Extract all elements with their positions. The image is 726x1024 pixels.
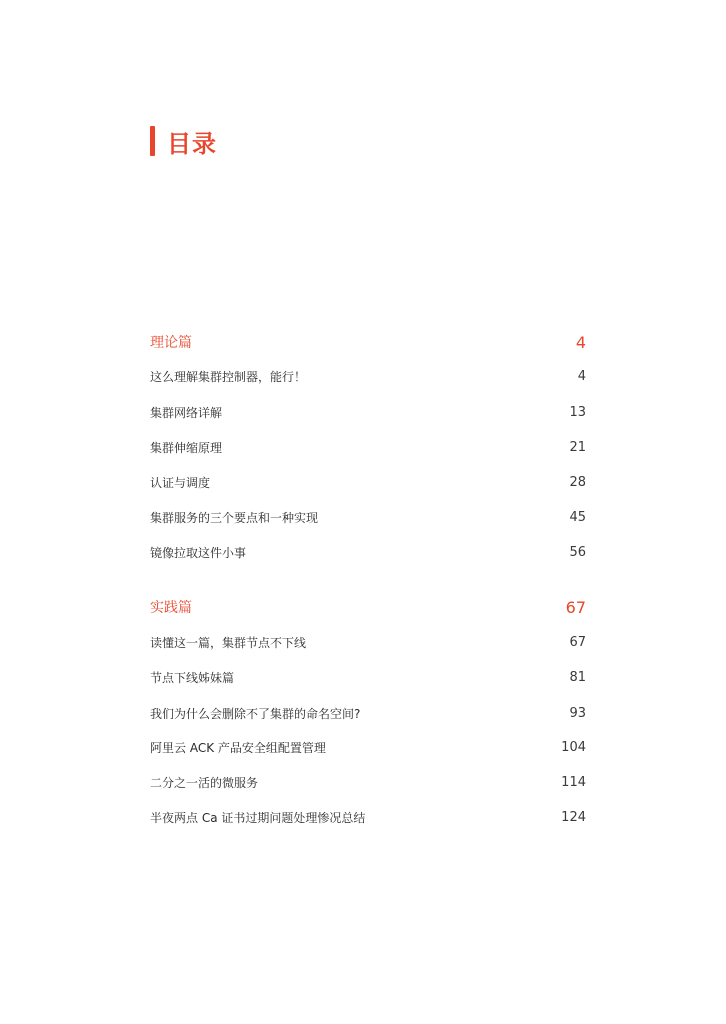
toc-entry[interactable] [150,769,586,795]
entry-page-number: 114 [561,774,586,790]
entry-title: 读懂这一篇，集群节点不下线 [150,635,307,650]
toc-entry[interactable] [150,539,586,565]
entry-title: 认证与调度 [150,475,211,490]
entry-title: 集群网络详解 [150,405,223,420]
entry-page-number: 93 [569,705,586,721]
toc-section-theory[interactable] [150,329,586,355]
entry-page-number: 21 [569,439,586,455]
entry-title: 节点下线姊妹篇 [150,670,235,685]
toc-entry[interactable] [150,399,586,425]
entry-title: 我们为什么会删除不了集群的命名空间? [150,706,361,721]
entry-page-number: 104 [561,739,586,755]
entry-page-number: 4 [577,368,586,384]
entry-page-number: 67 [569,634,586,650]
page-heading [150,124,217,158]
toc-entry[interactable] [150,804,586,830]
page-title: 目录 [167,129,217,158]
toc-section-practice[interactable] [150,594,586,620]
section-title: 理论篇 [150,335,192,351]
entry-title: 集群服务的三个要点和一种实现 [150,510,319,525]
entry-title: 这么理解集群控制器，能行！ [150,369,307,384]
toc-entry[interactable] [150,664,586,690]
entry-page-number: 45 [569,509,586,525]
entry-title: 半夜两点 Ca 证书过期问题处理惨况总结 [150,810,366,825]
entry-title: 阿里云 ACK 产品安全组配置管理 [150,740,326,755]
toc-entry[interactable] [150,629,586,655]
toc-entry[interactable] [150,363,586,389]
section-title: 实践篇 [150,600,192,616]
entry-title: 集群伸缩原理 [150,440,223,455]
toc-entry[interactable] [150,469,586,495]
entry-page-number: 28 [569,474,586,490]
entry-page-number: 56 [569,544,586,560]
heading-accent-bar [150,126,155,156]
entry-page-number: 81 [569,669,586,685]
entry-page-number: 13 [569,404,586,420]
toc-entry[interactable] [150,734,586,760]
entry-page-number: 124 [561,809,586,825]
toc-entry[interactable] [150,434,586,460]
toc-entry[interactable] [150,700,586,726]
entry-title: 二分之一活的微服务 [150,775,259,790]
section-page-number: 4 [575,332,586,352]
toc-entry[interactable] [150,504,586,530]
entry-title: 镜像拉取这件小事 [150,545,247,560]
section-page-number: 67 [565,597,586,617]
